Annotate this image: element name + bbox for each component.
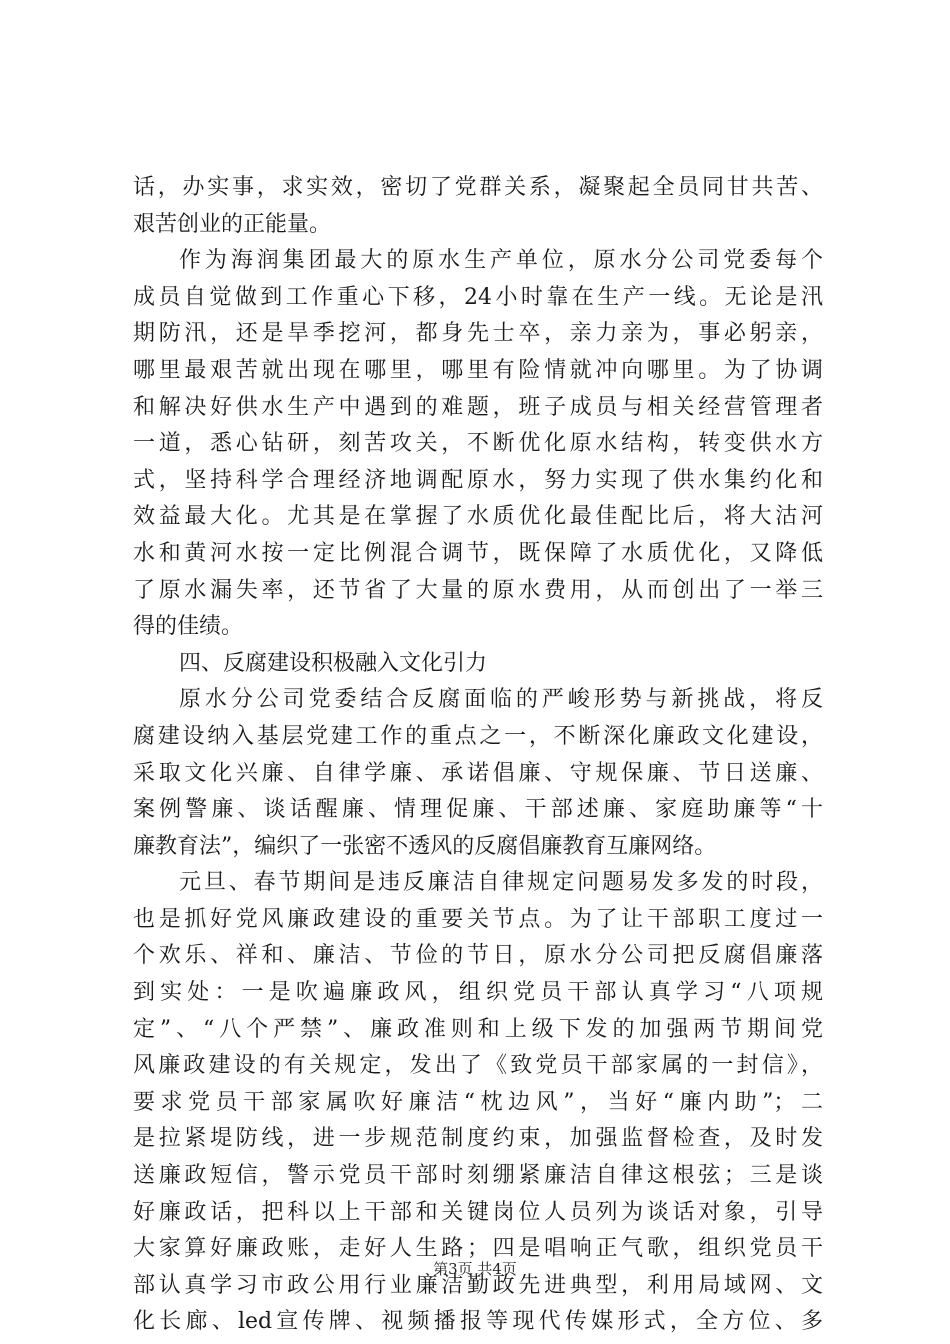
text-line: 送廉政短信，警示党员干部时刻绷紧廉洁自律这根弦；三是谈 — [133, 1163, 823, 1189]
text-line: 化长廊、led宣传牌、视频播报等现代传媒形式，全方位、多 — [133, 1309, 823, 1335]
text-line: 定”、“八个严禁”、廉政准则和上级下发的加强两节期间党 — [133, 1016, 823, 1042]
text-line: 要求党员干部家属吹好廉洁“枕边风”，当好“廉内助”；二 — [133, 1089, 823, 1115]
text-line: 艰苦创业的正能量。 — [133, 211, 332, 237]
text-line: 到实处：一是吹遍廉政风，组织党员干部认真学习“八项规 — [133, 980, 823, 1006]
text-line: 好廉政话，把科以上干部和关键岗位人员列为谈话对象，引导 — [133, 1199, 823, 1225]
text-line: 腐建设纳入基层党建工作的重点之一，不断深化廉政文化建设， — [133, 723, 823, 749]
text-line: 个欢乐、祥和、廉洁、节俭的节日，原水分公司把反腐倡廉落 — [133, 943, 823, 969]
text-line: 案例警廉、谈话醒廉、情理促廉、干部述廉、家庭助廉等“十 — [133, 797, 823, 823]
text-line: 采取文化兴廉、自律学廉、承诺倡廉、守规保廉、节日送廉、 — [133, 760, 823, 786]
text-line: 效益最大化。尤其是在掌握了水质优化最佳配比后，将大沽河 — [133, 504, 823, 530]
text-line: 了原水漏失率，还节省了大量的原水费用，从而创出了一举三 — [133, 577, 823, 603]
text-line: 是拉紧堤防线，进一步规范制度约束，加强监督检查，及时发 — [133, 1126, 823, 1152]
text-line: 得的佳绩。 — [133, 614, 244, 640]
text-line: 话，办实事，求实效，密切了党群关系，凝聚起全员同甘共苦、 — [133, 175, 823, 200]
text-line: 哪里最艰苦就出现在哪里，哪里有险情就冲向哪里。为了协调 — [133, 357, 823, 383]
text-line: 水和黄河水按一定比例混合调节，既保障了水质优化，又降低 — [133, 540, 823, 566]
text-line: 大家算好廉政账，走好人生路；四是唱响正气歌，组织党员干 — [133, 1236, 823, 1262]
text-line: 原水分公司党委结合反腐面临的严峻形势与新挑战，将反 — [179, 687, 823, 713]
text-line: 四、反腐建设积极融入文化引力 — [179, 650, 488, 676]
text-line: 作为海润集团最大的原水生产单位，原水分公司党委每个 — [179, 248, 823, 274]
text-line: 风廉政建设的有关规定，发出了《致党员干部家属的一封信》， — [133, 1053, 823, 1079]
text-line: 成员自觉做到工作重心下移，24小时靠在生产一线。无论是汛 — [133, 284, 823, 310]
text-line: 和解决好供水生产中遇到的难题，班子成员与相关经营管理者 — [133, 394, 823, 420]
page-footer: 第3页 共4页 — [433, 1260, 517, 1278]
text-line: 元旦、春节期间是违反廉洁自律规定问题易发多发的时段， — [179, 870, 823, 896]
document-body — [133, 170, 823, 1341]
text-line: 式，坚持科学合理经济地调配原水，努力实现了供水集约化和 — [133, 467, 823, 493]
text-line: 期防汛，还是旱季挖河，都身先士卒，亲力亲为，事必躬亲， — [133, 321, 823, 347]
text-line: 部认真学习市政公用行业廉洁勤政先进典型，利用局域网、文 — [133, 1272, 823, 1298]
text-line: 也是抓好党风廉政建设的重要关节点。为了让干部职工度过一 — [133, 906, 823, 932]
text-line: 一道，悉心钻研，刻苦攻关，不断优化原水结构，转变供水方 — [133, 431, 823, 457]
text-line: 廉教育法”，编织了一张密不透风的反腐倡廉教育互廉网络。 — [133, 833, 717, 859]
